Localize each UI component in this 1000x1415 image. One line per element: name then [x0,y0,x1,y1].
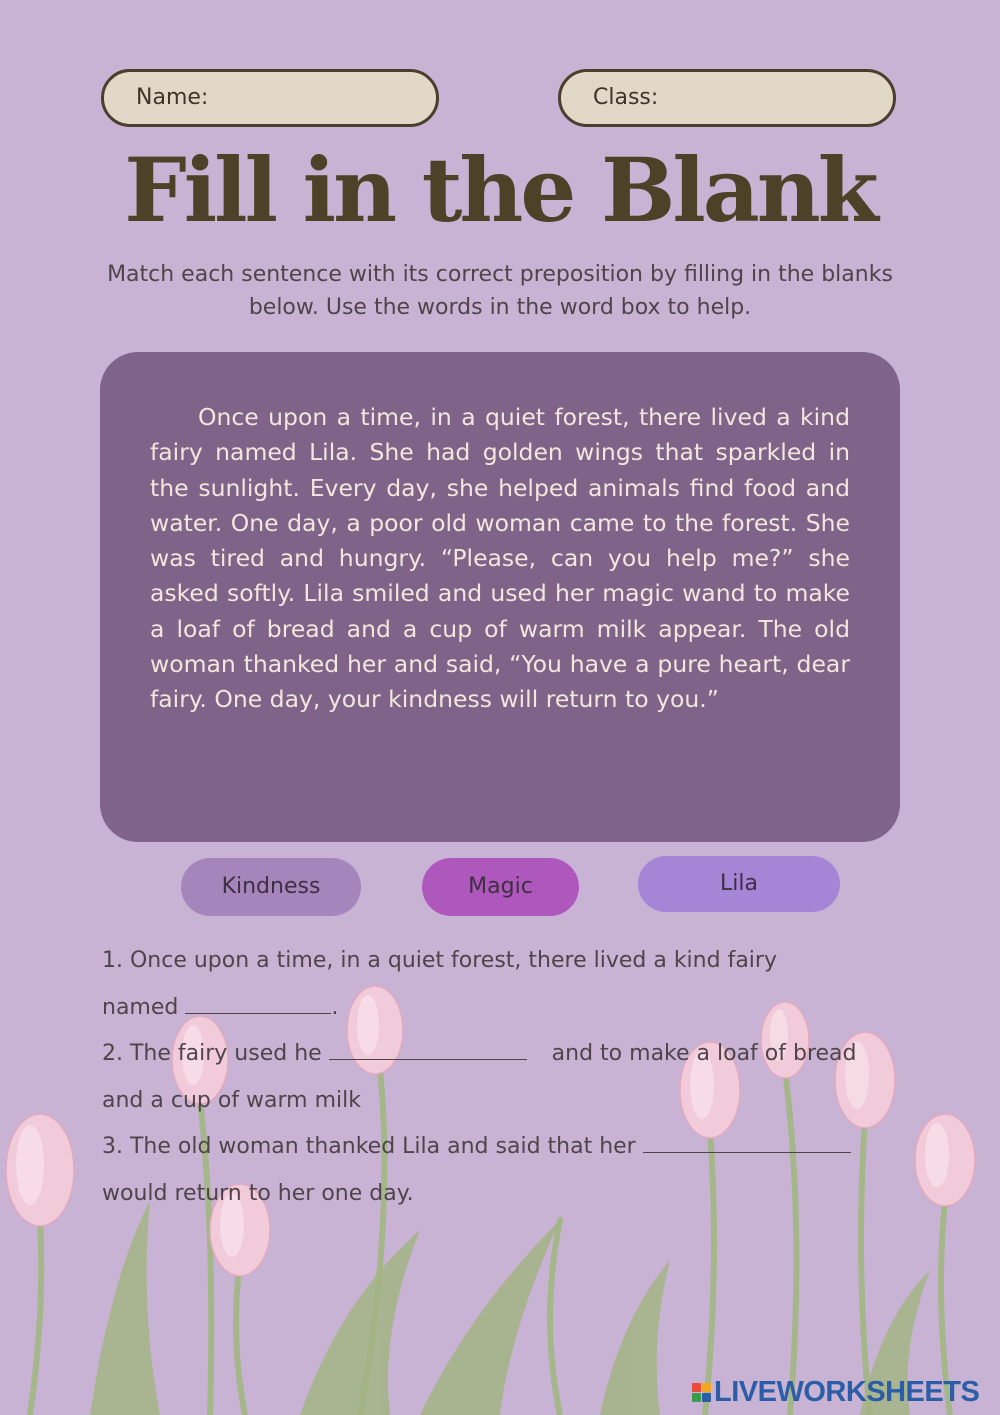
question-3-text-end: would return to her one day. [102,1180,414,1206]
question-2-text: 2. The fairy used he [102,1041,322,1067]
liveworksheets-logo-icon [692,1383,711,1402]
question-1-text-named: named [102,994,179,1020]
story-card [100,352,900,842]
name-field[interactable] [101,69,439,127]
name-label: Name: [136,85,209,110]
question-1-line-1 [102,938,902,985]
instructions-text: Match each sentence with its correct preposition by filling in the blanks below. Use the words in the word box to help. [107,262,893,320]
question-3-line-2 [102,1171,902,1218]
answer-blank-1[interactable] [185,989,331,1014]
question-2-text-end: and a cup of warm milk [102,1087,362,1113]
answer-blank-2[interactable] [329,1035,527,1060]
class-field[interactable] [558,69,896,127]
watermark-text: LIVEWORKSHEETS [714,1375,980,1408]
class-label: Class: [593,85,659,110]
question-3-text: 3. The old woman thanked Lila and said that her [102,1134,636,1160]
word-chip-magic[interactable]: Magic [422,858,579,916]
question-2-text-cont: and to make a loaf of bread [551,1041,857,1067]
question-1-text: 1. Once upon a time, in a quiet forest, there lived a kind fairy [102,948,777,973]
question-1-line-2 [102,985,902,1032]
story-text: Once upon a time, in a quiet forest, there lived a kind fairy named Lila. She had golden wings that sparkled in the sunlight. Every day, she helped animals find food and water. One day, a poor old woman came to the forest. She was tired and hungry. “Please, can you help me?” she asked softly. Lila smiled and used her magic wand to make a loaf of bread and a cup of warm milk appear. The old woman thanked her and said, “You have a pure heart, dear fairy. One day, your kindness will return to you.” [150,403,850,714]
question-1-period: . [331,994,339,1020]
question-2-line-1 [102,1031,902,1078]
liveworksheets-watermark [692,1375,979,1409]
questions-list [102,938,902,1218]
page-title: Fill in the Blank [124,138,876,242]
answer-blank-3[interactable] [643,1128,851,1153]
word-chip-lila[interactable]: Lila [638,856,840,912]
question-2-line-2 [102,1078,902,1125]
word-chip-kindness[interactable]: Kindness [181,858,361,916]
question-3-line-1 [102,1124,902,1171]
